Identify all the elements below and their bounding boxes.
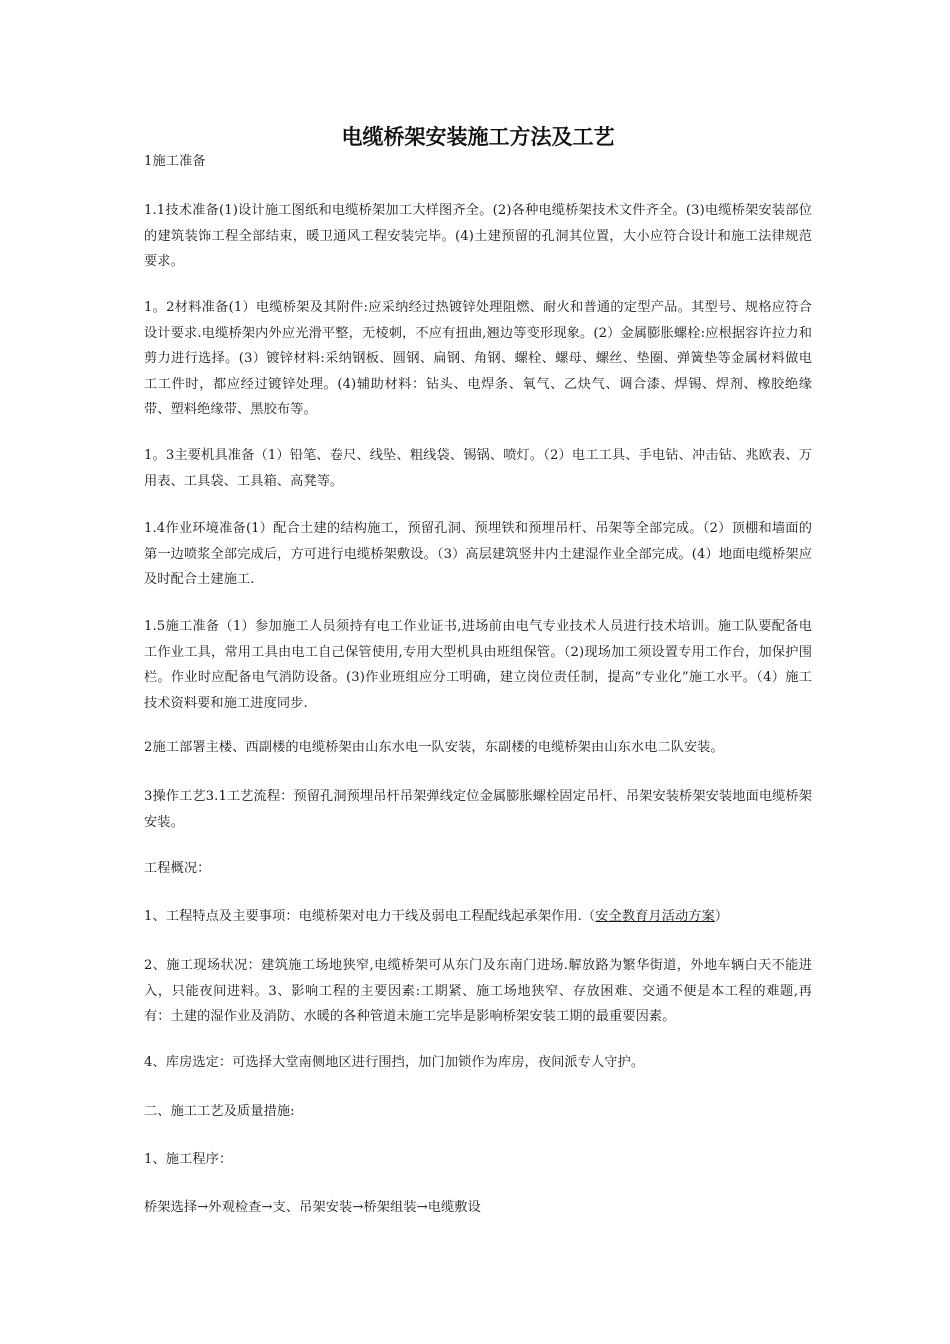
paragraph-operation-process: 3操作工艺3.1工艺流程：预留孔洞预埋吊杆吊架弹线定位金属膨胀螺栓固定吊杆、吊架安装桥架安装地面电缆桥架安装。	[144, 789, 812, 830]
paragraph-project-overview-heading: 工程概况：	[144, 861, 211, 876]
paragraph-quality-measures-heading: 二、施工工艺及质量措施:	[144, 1104, 295, 1119]
paragraph-warehouse-selection: 4、库房选定：可选择大堂南侧地区进行围挡，加门加锁作为库房，夜间派专人守护。	[144, 1055, 645, 1070]
paragraph-construction-deployment: 2施工部署主楼、西副楼的电缆桥架由山东水电一队安装，东副楼的电缆桥架由山东水电二队安装。	[144, 740, 724, 755]
safety-education-link[interactable]: 安全教育月活动方案	[595, 909, 715, 924]
paragraph-procedure-heading: 1、施工程序：	[144, 1152, 233, 1167]
paragraph-site-conditions: 2、施工现场状况：建筑施工场地狭窄,电缆桥架可从东门及东南门进场.解放路为繁华街道，外地车辆白天不能进入，只能夜间进料。3、影响工程的主要因素:工期紧、施工场地狭窄、存放困难、交通不便是本工程的难题,再有：土建的湿作业及消防、水暖的各种管道未施工完毕是影响桥架安装工期的最重要因素。	[144, 958, 812, 1024]
project-features-text: 1、工程特点及主要事项：电缆桥架对电力干线及弱电工程配线起承架作用.（	[144, 909, 596, 924]
paragraph-construction-preparation: 1.5施工准备（1）参加施工人员须持有电工作业证书,进场前由电气专业技术人员进行技术培训。施工队要配备电工作业工具，常用工具由电工自己保管使用,专用大型机具由班组保管。（2)现场加工须设置专用工作台，加保护围栏。作业时应配备电气消防设备。(3)作业班组应分工明确，建立岗位责任制，提高“专业化”施工水平。（4）施工技术资料要和施工进度同步.	[144, 619, 812, 711]
paragraph-material-preparation: 1。2材料准备(1）电缆桥架及其附件:应采纳经过热镀锌处理阻燃、耐火和普通的定型产品。其型号、规格应符合设计要求.电缆桥架内外应光滑平整，无棱刺，不应有扭曲,翘边等变形现象。(2）金属膨胀螺栓:应根据容许拉力和剪力进行选择。(3）镀锌材料:采纳钢板、圆钢、扁钢、角钢、螺栓、螺母、螺丝、垫圈、弹簧垫等金属材料做电工工件时，都应经过镀锌处理。(4)辅助材料：钻头、电焊条、氧气、乙炔气、调合漆、焊锡、焊剂、橡胶绝缘带、塑料绝缘带、黑胶布等。	[144, 300, 812, 417]
paragraph-technical-preparation: 1.1技术准备(1)设计施工图纸和电缆桥架加工大样图齐全。(2)各种电缆桥架技术文件齐全。(3)电缆桥架安装部位的建筑装饰工程全部结束，暖卫通风工程安装完毕。(4)土建预留的孔洞其位置，大小应符合设计和施工法律规范要求。	[144, 203, 812, 269]
section-1-heading: 1施工准备	[144, 154, 206, 169]
paragraph-procedure-flow: 桥架选择→外观检查→支、吊架安装→桥架组装→电缆敷设	[144, 1200, 481, 1215]
paragraph-tool-preparation: 1。3主要机具准备（1）铅笔、卷尺、线坠、粗线袋、锡锅、喷灯。（2）电工工具、手电钻、冲击钻、兆欧表、万用表、工具袋、工具箱、高凳等。	[144, 448, 812, 489]
document-title: 电缆桥架安装施工方法及工艺	[341, 125, 615, 149]
paragraph-work-environment: 1.4作业环境准备(1）配合土建的结构施工，预留孔洞、预埋铁和预埋吊杆、吊架等全部完成。（2）顶棚和墙面的第一边喷浆全部完成后，方可进行电缆桥架敷设。（3）高层建筑竖井内土建湿作业全部完成。(4）地面电缆桥架应及时配合土建施工.	[144, 521, 812, 587]
paragraph-project-features	[144, 904, 812, 930]
project-features-closing: ）	[714, 909, 729, 924]
